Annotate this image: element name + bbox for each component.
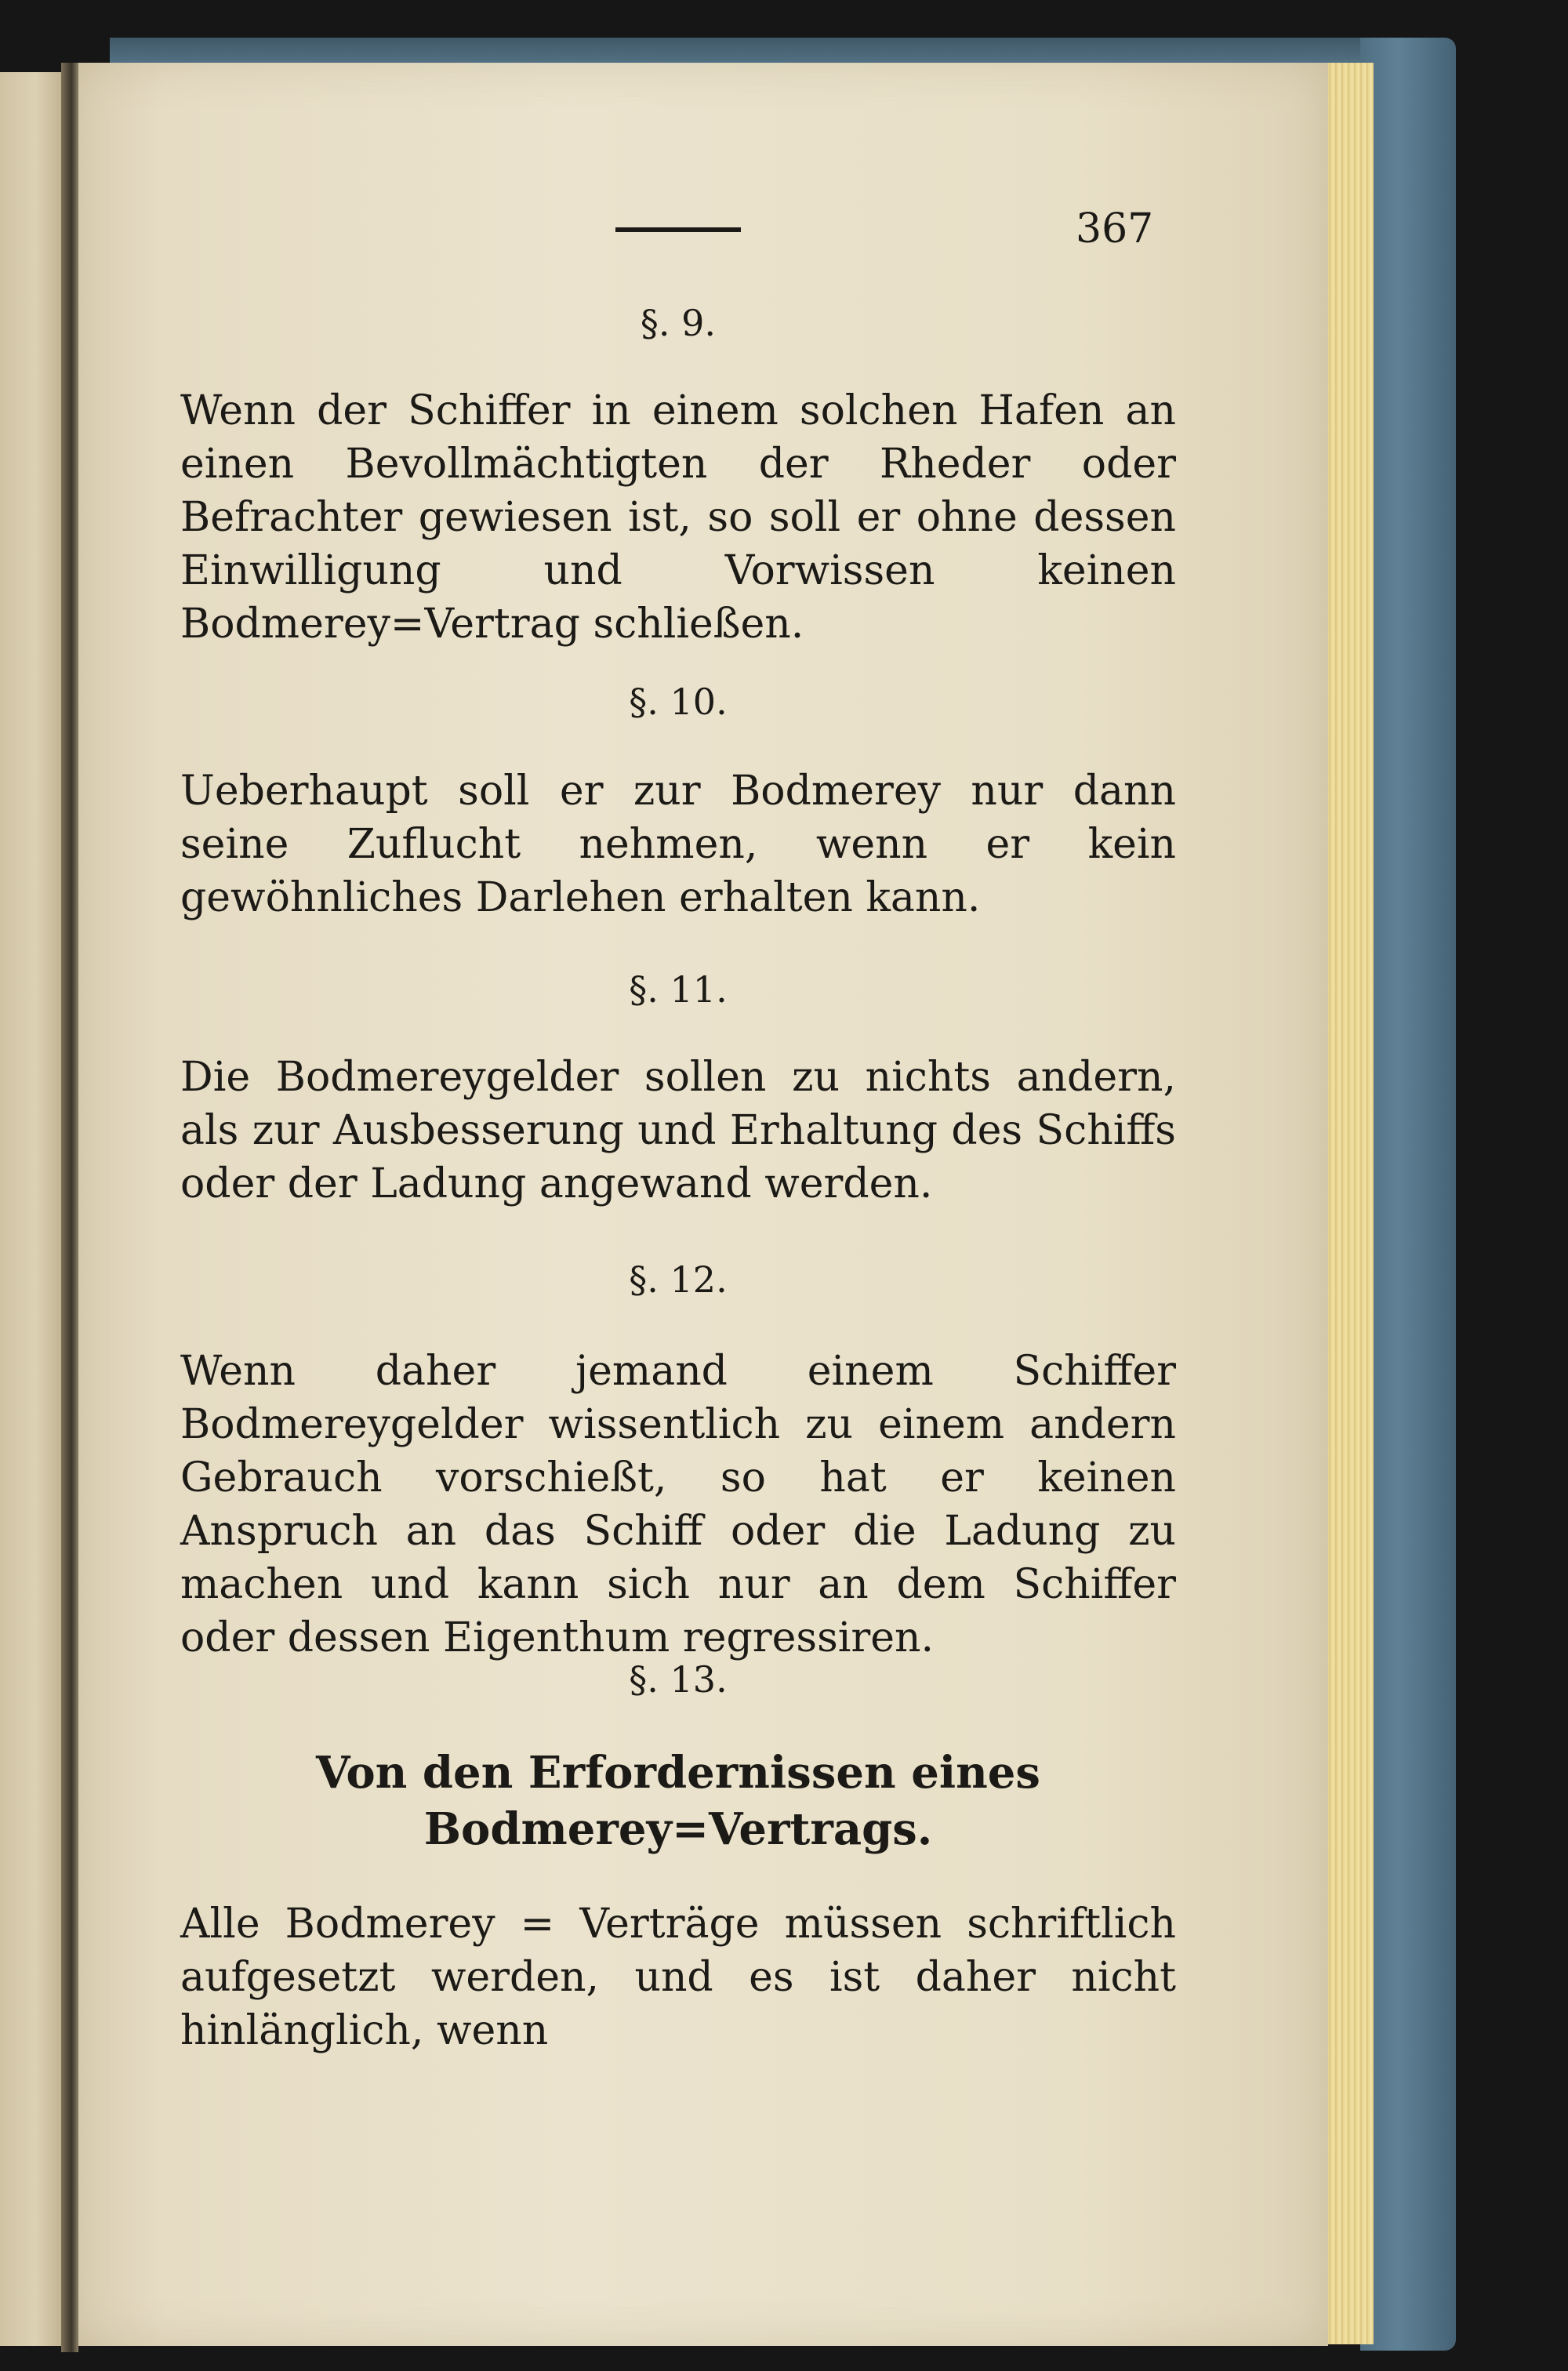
book-gutter — [61, 63, 78, 2352]
section-11-text: Die Bodmereygelder sollen zu nichts andern, als zur Ausbesserung und Erhaltung des Schiffs oder der Ladung angewand werden. — [180, 1054, 1176, 1207]
header-rule — [615, 227, 741, 232]
section-mark-12: §. 12. — [629, 1258, 728, 1301]
section-mark-9: §. 9. — [640, 302, 717, 344]
section-13-text: Alle Bodmerey = Verträge müssen schriftlich aufgesetzt werden, und es ist daher nicht hinlänglich, wenn — [180, 1901, 1176, 2054]
section-10-text: Ueberhaupt soll er zur Bodmerey nur dann seine Zuflucht nehmen, wenn er kein gewöhnliches Darlehen erhalten kann. — [180, 768, 1176, 921]
facing-page-edge — [0, 72, 64, 2346]
page-block-edges — [1325, 63, 1374, 2344]
section-13-heading: Von den Erfordernissen eines Bodmerey=Vertrags. — [316, 1747, 1040, 1855]
page-number: 367 — [1076, 205, 1154, 252]
book-cover-right — [1360, 38, 1456, 2351]
section-12-text: Wenn daher jemand einem Schiffer Bodmereygelder wissentlich zu einem andern Gebrauch vorschießt, so hat er keinen Anspruch an das Schiff oder die Ladung zu machen und kann sich nur an dem Schiffer oder dessen Eigenthum regressiren. — [180, 1348, 1176, 1661]
section-mark-10: §. 10. — [629, 681, 728, 723]
section-mark-11: §. 11. — [629, 968, 728, 1011]
section-mark-13: §. 13. — [629, 1658, 728, 1701]
section-9-text: Wenn der Schiffer in einem solchen Hafen an einen Bevollmächtigten der Rheder oder Befrachter gewiesen ist, so soll er ohne dessen Einwilligung und Vorwissen keinen Bodmerey=Vertrag schließen. — [180, 387, 1176, 648]
